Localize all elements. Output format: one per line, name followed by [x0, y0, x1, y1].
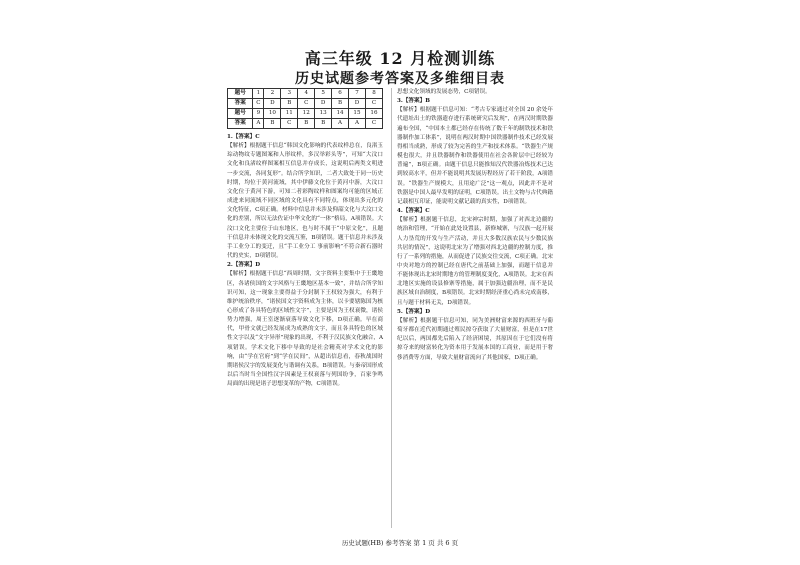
- cell: 16: [365, 109, 382, 119]
- cell: A: [349, 119, 366, 129]
- cell: 5: [315, 89, 332, 99]
- left-column: [227, 88, 383, 389]
- cell: 9: [253, 109, 264, 119]
- table-row: [228, 89, 383, 99]
- page-subtitle: 历史试题参考答案及多维细目表: [295, 71, 505, 87]
- continued-text: 思想文化领域的发展态势，C项错误。: [397, 89, 491, 95]
- answer-heading: 4.【答案】C: [397, 208, 430, 215]
- page-footer: 历史试题(HB) 参考答案 第 1 页 共 6 页: [341, 539, 459, 547]
- table-row: [228, 119, 383, 129]
- answer-table: [227, 88, 383, 129]
- cell: 10: [264, 109, 281, 119]
- cell: 11: [281, 109, 298, 119]
- answer-explanation: 【解析】根据题干信息，北宋神宗时期，加强了对西北边疆的统治和管理，“开始在此处设置县，新修城寨，与汉族一起开展人力垦荒的开发与生产活动，并且大多数汉族农民与少数民族共居的情况”，这说明北宋为了增强对西北边疆的控制力度，推行了一系列的措施，从而促进了民族交往交流，C项正确。北宋中央对地方的控制已经在唐代之前基础上加强，而题干信息并不能体现出北宋时期地方的管理制度变化，A项错误。北宋在西北地区实施的设县修寨等措施，属于加强边疆治理，而不是民族区域自治制度，B项错误。北宋时期经济重心尚未完成南移，且与题干材料无关，D项错误。: [397, 217, 553, 306]
- row-head: 答案: [228, 99, 253, 109]
- right-column: [397, 88, 553, 363]
- cell: B: [281, 99, 298, 109]
- cell: 15: [349, 109, 366, 119]
- cell: B: [298, 119, 315, 129]
- cell: B: [315, 119, 332, 129]
- column-divider: [391, 88, 392, 528]
- table-row: [228, 99, 383, 109]
- cell: 8: [365, 89, 382, 99]
- answer-explanation: 【解析】根据题干信息可知，同为美洲财富来源的西班牙与葡萄牙都在近代初期通过殖民掠夺获取了大量财富，但是在17世纪以后，两国都先后陷入了经济困境，其原因在于它们没有将掠夺来的财富转化为资本用于发展本国的工商业，而是用于奢侈消费等方面，导致大量财富流向了其他国家，D项正确。: [397, 317, 553, 361]
- cell: 2: [264, 89, 281, 99]
- cell: A: [332, 119, 349, 129]
- cell: B: [264, 119, 281, 129]
- row-head: 题号: [228, 89, 253, 99]
- answer-explanation: 【解析】根据题干信息“西周时期，文字资料主要集中于王畿地区，各诸侯国的文字风格与王畿地区基本一致”，并结合所学知识可知，这一现象主要得益于分封制下王权较为强大，有利于维护统治秩序，“诸侯国文字资料成为主体，以卡要辖陈国为核心形成了各具特色的区域性文字”，主要是因为王权衰微，诸侯势力增强，周王室逐渐衰落导致文化下移，D项正确。早在商代，甲骨文就已经发展成为成熟的文字，而且各具特色的区域性文字以及“文字异形”现象的出现，不利于汉民族文化融合，A项错误。学术文化下移中导致的是社会精英对学术文化的影响，由“学在官府”到“学在民间”，从超出信息看，春秋战国时期诸侯汉字的发展变化与谐调有关系，B项错误。与秦帝国形成以后当时当全国性汉字因素是王权衰落与列国纷争，百家争鸣局面的出现是诸子思想变革的产物，C项错误。: [227, 271, 383, 388]
- cell: 3: [281, 89, 298, 99]
- cell: B: [332, 99, 349, 109]
- cell: C: [298, 99, 315, 109]
- answer-heading: 5.【答案】D: [397, 308, 431, 315]
- answer-heading: 2.【答案】D: [227, 262, 261, 269]
- cell: C: [253, 99, 264, 109]
- cell: C: [281, 119, 298, 129]
- cell: C: [365, 99, 382, 109]
- cell: 4: [298, 89, 315, 99]
- cell: 1: [253, 89, 264, 99]
- cell: A: [253, 119, 264, 129]
- cell: C: [365, 119, 382, 129]
- answer-heading: 3.【答案】B: [397, 98, 430, 105]
- cell: D: [315, 99, 332, 109]
- row-head: 答案: [228, 119, 253, 129]
- answer-explanation: 【解析】根据题干信息可知：“考古专家通过对全国 20 余处年代遗址出土的铁器遗存进行系统研究后发现”，在两汉时期铁器遍布全国，“中国本土都已经存在传统了数千年的制铁技术和铁器制作加工体系”，说明在两汉时期中国铁器制作技术已经发展得相当成熟，形成了较为完善的生产和技术体系。“铁器生产规模也很大，并且铁器制作和铁器使用在社会各阶层中已经较为普遍”，B项正确。由题干信息只能推知汉代铁器冶炼技术已达到较高水平，但并不能说明其发展历程经历了若干阶段，A项错误。“铁器生产规模大，且用途广泛”这一观点，因此并不是对铁器是中国人最早发明的证明，C项错误。出土文物与古代典籍记载相互印证，能说明文献记载的真实性，D项错误。: [397, 107, 553, 205]
- page-title: 高三年级 12 月检测训练: [304, 49, 496, 68]
- cell: D: [349, 99, 366, 109]
- row-head: 题号: [228, 109, 253, 119]
- cell: D: [264, 99, 281, 109]
- table-row: [228, 109, 383, 119]
- cell: 6: [332, 89, 349, 99]
- cell: 14: [332, 109, 349, 119]
- cell: 7: [349, 89, 366, 99]
- answer-heading: 1.【答案】C: [227, 134, 260, 140]
- cell: 12: [298, 109, 315, 119]
- answer-explanation: 【解析】根据题干信息“韩国文化影响的代表纹样总在，良渚玉琮动物纹专题图案和人形纹样，多汉举彩头等”，可知“大汶口文化和良渚纹样图案相互信息并存成长，这说明后两类文明进一步交流，各同复形”。结合所学知识，二者大致处于同一历史时期，均位于黄河流域，其中伊藤文化位于黄河中游，大汶口文化位于黄河下游，可知二者彩陶纹样和图案均可能的区域正成进来同流域不同区域的文化具有不同特点，体现出多元化的文化特征，C项正确。材料中信息并未涉及仰韶文化与大汶口文化的差别，所以无法佐证中华文化的“一体”格局，A项错误。大汶口文化主要位于山东地区，也与时不属于“中原文化”，且题干信息并未体现文化的交流互鉴，B项错误。题干信息并未涉及手工业分工的变迁，且“手工业分工 事前影响”不符合新石器时代的史实，D项错误。: [227, 143, 383, 260]
- cell: 13: [315, 109, 332, 119]
